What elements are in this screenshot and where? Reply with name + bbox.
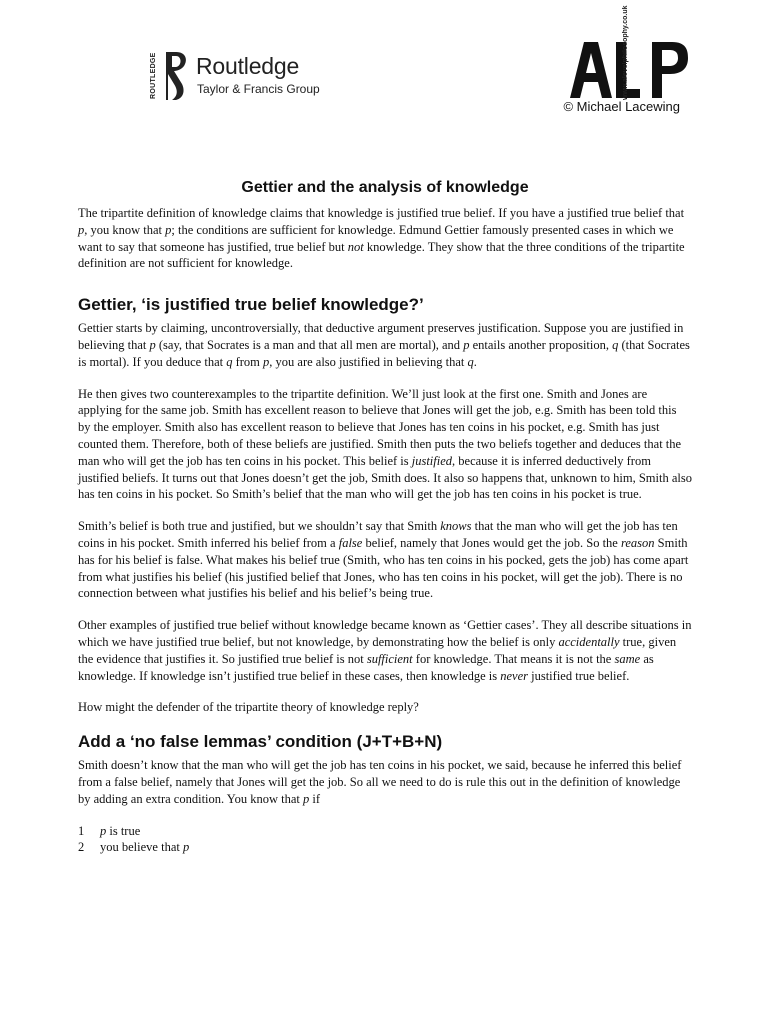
paragraph-analysis: Smith’s belief is both true and justified, but we shouldn’t say that Smith knows that the man who will get the job has ten coins in his pocket. Smith inferred his belief from a false belief, namely that Jones would get the job. So the reason Smith has for his belief is false. What makes his belief true (Smith, who has ten coins in his pocked, gets the job) has come apart from what justifies his belief (his justified belief that Jones, who has ten coins in his pocket, will get the job). There is no connection between what justifies his belief and his belief’s being true.: [78, 519, 689, 601]
document-title: Gettier and the analysis of knowledge: [241, 179, 529, 196]
paragraph-counterexample: He then gives two counterexamples to the tripartite definition. We’ll just look at the first one. Smith and Jones are applying for the same job. Smith has excellent reason to believe that Jones will get the job, e.g. Smith has been told this by the employer. Smith also has excellent reason to believe that Jones has ten coins in his pocket, e.g. Smith has just counted them. Therefore, both of these beliefs are justified. Smith then puts the two beliefs together and deduces that the man who will get the job has ten coins in his pocket. This belief is justified, because it is inferred deductively from justified beliefs. It turns out that Jones doesn’t get the job, Smith does. It also so happens that, unknown to him, Smith also has ten coins in his pocket. So Smith’s belief that the man who will get the job has ten coins in his pocket is true.: [78, 386, 692, 502]
paragraph-gettier-cases: Other examples of justified true belief without knowledge became known as ‘Gettier cases’. They all describe situations in which we have justified true belief, but not knowledge, by demonstrating how the belief is only accidentally true, given the evidence that justifies it. So justified true belief is not sufficient for knowledge. That means it is not the same as knowledge. If knowledge isn’t justified true belief in these cases, then knowledge is never justified true belief.: [78, 618, 692, 683]
section-heading-gettier: Gettier, ‘is justified true belief knowledge?’: [78, 295, 424, 315]
publisher-group: Taylor & Francis Group: [197, 82, 320, 96]
conditions-list: [78, 823, 692, 857]
routledge-r-icon: [164, 50, 190, 102]
alp-url: www.alevelphilosophy.co.uk: [622, 5, 629, 100]
routledge-vertical-text: ROUTLEDGE: [150, 52, 157, 100]
list-item: 1 p is true: [78, 823, 141, 838]
publisher-name: Routledge: [196, 53, 300, 79]
paragraph-deduction: Gettier starts by claiming, uncontroversially, that deductive argument preserves justification. Suppose you are justified in believing that p (say, that Socrates is a man and that all men are mortal), and p entails another proposition, q (that Socrates is mortal). If you deduce that q from p, you are also justified in believing that q.: [78, 321, 690, 369]
paragraph-no-false-lemmas: Smith doesn’t know that the man who will get the job has ten coins in his pocket, we said, because he inferred this belief from a false belief, namely that Jones will get the job. So all we need to do is rule this out in the definition of knowledge by adding an extra condition. You know that p if: [78, 758, 682, 806]
document-body: [78, 177, 692, 856]
routledge-logo: [150, 47, 340, 102]
intro-paragraph: The tripartite definition of knowledge claims that knowledge is justified true belief. If you have a justified true belief that p, you know that p; the conditions are sufficient for knowledge. Edmund Gettier famously presented cases in which we want to say that someone has justified, true belief but not knowledge. They show that the three conditions of the tripartite definition are not sufficient for knowledge.: [78, 206, 685, 271]
copyright-notice: © Michael Lacewing: [563, 99, 680, 114]
list-item: 2 you believe that p: [78, 840, 190, 855]
paragraph-question: How might the defender of the tripartite theory of knowledge reply?: [78, 700, 419, 715]
section-heading-no-false-lemmas: Add a ‘no false lemmas’ condition (J+T+B+N): [78, 732, 443, 752]
